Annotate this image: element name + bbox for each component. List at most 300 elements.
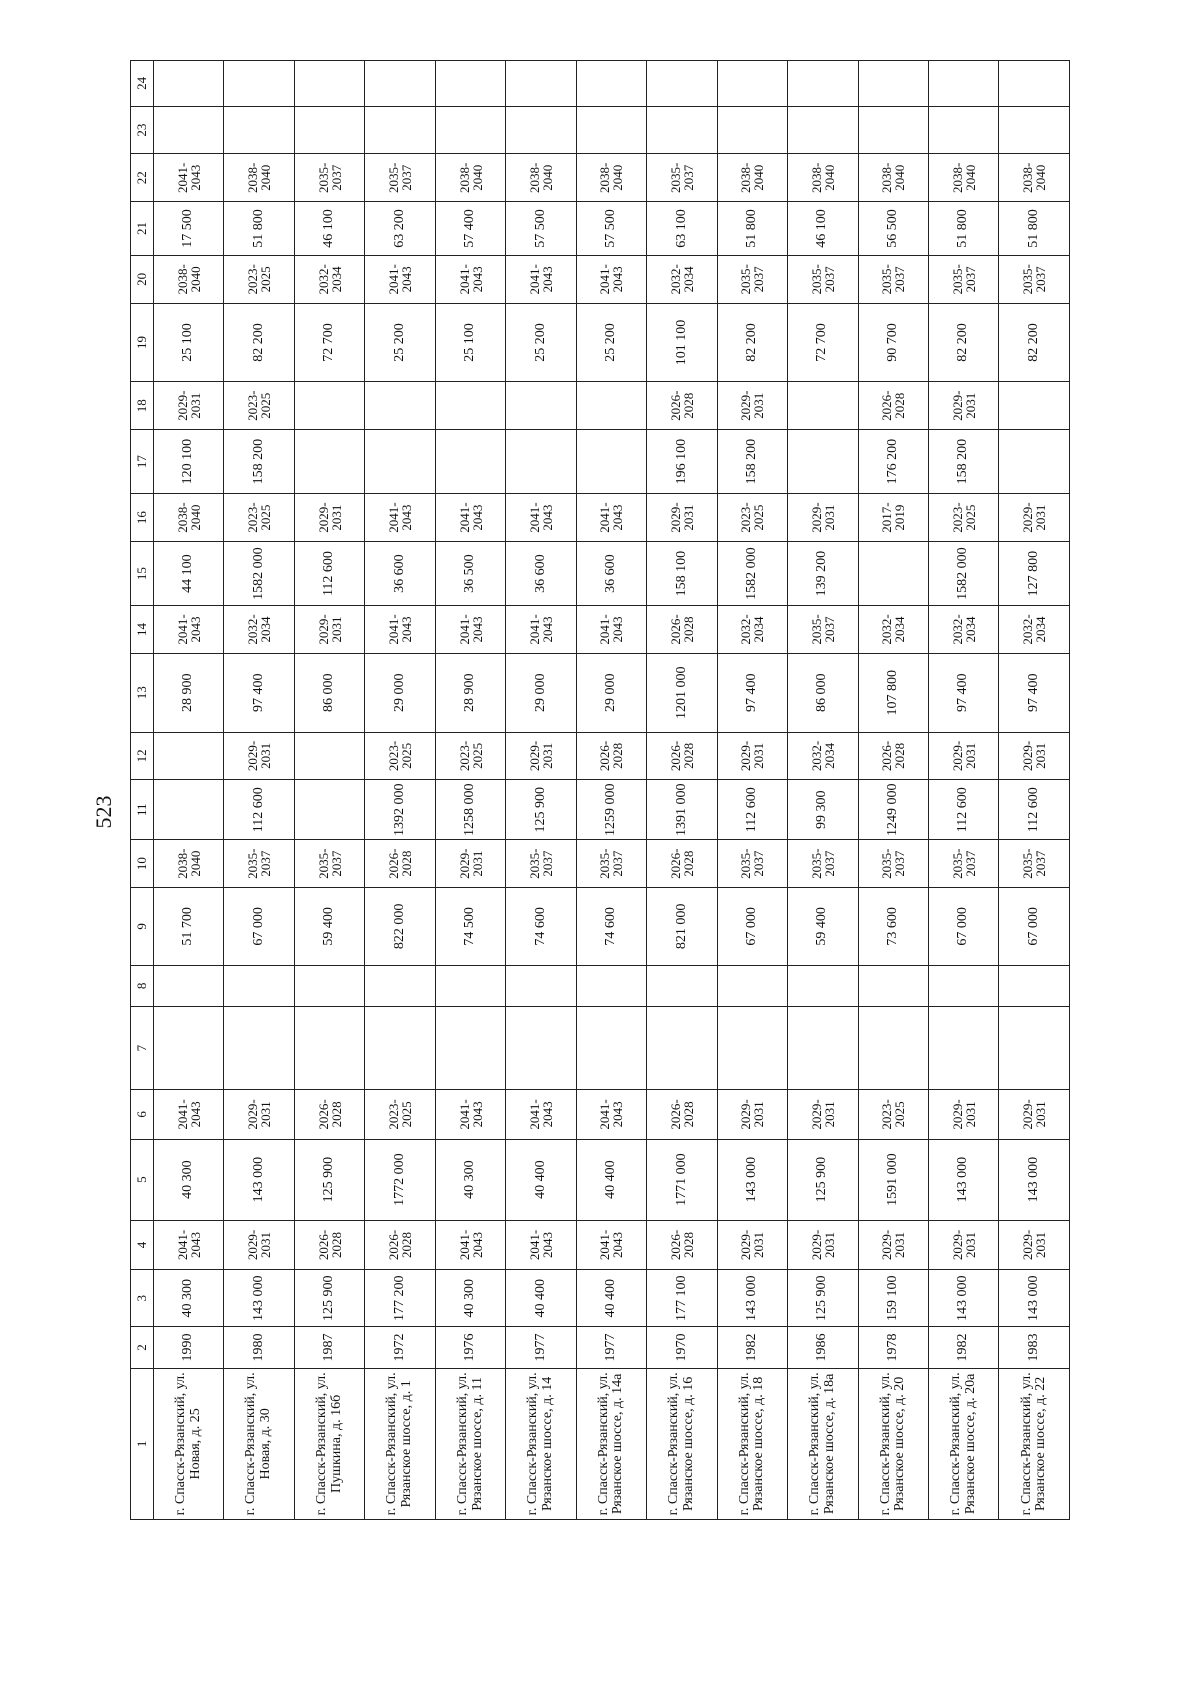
address-cell: г. Спасск-Рязанский, ул. Рязанское шоссе, д. 22 bbox=[999, 1368, 1070, 1519]
table-cell: 2023-2025 bbox=[717, 494, 787, 542]
table-cell: 2041-2043 bbox=[435, 1090, 505, 1140]
table-cell: 2035-2037 bbox=[858, 255, 928, 303]
table-cell: 158 200 bbox=[224, 430, 294, 494]
table-cell bbox=[294, 106, 364, 154]
table-cell: 2041-2043 bbox=[576, 1220, 646, 1270]
table-cell: 177 200 bbox=[365, 1270, 435, 1327]
table-cell: 2029-2031 bbox=[647, 494, 717, 542]
table-cell: 2038-2040 bbox=[154, 840, 224, 888]
table-cell: 25 200 bbox=[506, 303, 576, 382]
table-row bbox=[435, 61, 505, 1520]
table-cell: 158 200 bbox=[717, 430, 787, 494]
table-cell: 82 200 bbox=[999, 303, 1070, 382]
table-cell: 196 100 bbox=[647, 430, 717, 494]
table-cell bbox=[928, 1007, 998, 1090]
table-cell: 67 000 bbox=[717, 887, 787, 965]
table-cell: 25 100 bbox=[154, 303, 224, 382]
column-header: 4 bbox=[131, 1220, 154, 1270]
table-cell: 86 000 bbox=[788, 653, 858, 732]
table-cell: 2032-2034 bbox=[294, 255, 364, 303]
table-cell: 72 700 bbox=[294, 303, 364, 382]
table-cell: 2026-2028 bbox=[858, 382, 928, 430]
table-cell: 2035-2037 bbox=[928, 255, 998, 303]
table-cell: 107 800 bbox=[858, 653, 928, 732]
table-cell: 2041-2043 bbox=[576, 494, 646, 542]
table-cell: 74 600 bbox=[576, 887, 646, 965]
column-header: 17 bbox=[131, 430, 154, 494]
table-cell: 2041-2043 bbox=[576, 255, 646, 303]
table-cell: 2026-2028 bbox=[647, 840, 717, 888]
table-cell bbox=[365, 1007, 435, 1090]
table-cell bbox=[647, 1007, 717, 1090]
table-cell: 1982 bbox=[928, 1327, 998, 1368]
table-cell: 97 400 bbox=[999, 653, 1070, 732]
table-cell: 2032-2034 bbox=[858, 606, 928, 654]
table-row bbox=[999, 61, 1070, 1520]
table-cell: 2026-2028 bbox=[294, 1090, 364, 1140]
table-cell: 90 700 bbox=[858, 303, 928, 382]
table-cell bbox=[435, 1007, 505, 1090]
column-header: 24 bbox=[131, 61, 154, 107]
table-cell: 2032-2034 bbox=[224, 606, 294, 654]
table-cell: 1972 bbox=[365, 1327, 435, 1368]
table-cell bbox=[576, 965, 646, 1006]
address-cell: г. Спасск-Рязанский, ул. Рязанское шоссе, д. 18 bbox=[717, 1368, 787, 1519]
table-cell: 63 200 bbox=[365, 202, 435, 256]
table-cell: 2041-2043 bbox=[154, 1220, 224, 1270]
table-cell: 2023-2025 bbox=[858, 1090, 928, 1140]
table-cell: 1582 000 bbox=[928, 541, 998, 605]
table-cell: 2041-2043 bbox=[365, 494, 435, 542]
table-cell: 2017-2019 bbox=[858, 494, 928, 542]
table-cell: 1980 bbox=[224, 1327, 294, 1368]
table-cell bbox=[435, 106, 505, 154]
table-row bbox=[928, 61, 998, 1520]
table-cell: 101 100 bbox=[647, 303, 717, 382]
table-cell: 112 600 bbox=[928, 780, 998, 840]
table-cell: 2035-2037 bbox=[224, 840, 294, 888]
table-cell bbox=[506, 382, 576, 430]
table-cell: 67 000 bbox=[999, 887, 1070, 965]
table-cell: 2041-2043 bbox=[435, 494, 505, 542]
column-header: 19 bbox=[131, 303, 154, 382]
table-cell: 51 800 bbox=[717, 202, 787, 256]
table-cell: 125 900 bbox=[294, 1139, 364, 1220]
table-cell bbox=[928, 61, 998, 107]
table-cell: 2029-2031 bbox=[788, 1220, 858, 1270]
table-cell: 82 200 bbox=[717, 303, 787, 382]
table-cell: 99 300 bbox=[788, 780, 858, 840]
table-cell: 143 000 bbox=[224, 1139, 294, 1220]
table-row bbox=[576, 61, 646, 1520]
table-cell: 40 400 bbox=[576, 1139, 646, 1220]
table-cell bbox=[154, 1007, 224, 1090]
table-cell: 2026-2028 bbox=[647, 732, 717, 780]
table-cell: 139 200 bbox=[788, 541, 858, 605]
table-cell: 2035-2037 bbox=[365, 154, 435, 202]
table-cell: 2029-2031 bbox=[294, 494, 364, 542]
table-cell: 1201 000 bbox=[647, 653, 717, 732]
table-cell: 2038-2040 bbox=[154, 255, 224, 303]
table-cell: 1978 bbox=[858, 1327, 928, 1368]
table-cell: 51 800 bbox=[928, 202, 998, 256]
table-cell bbox=[294, 965, 364, 1006]
table-cell: 2035-2037 bbox=[999, 255, 1070, 303]
table-cell bbox=[365, 61, 435, 107]
table-cell bbox=[647, 965, 717, 1006]
table-cell bbox=[506, 106, 576, 154]
table-cell bbox=[999, 1007, 1070, 1090]
address-cell: г. Спасск-Рязанский, ул. Новая, д. 25 bbox=[154, 1368, 224, 1519]
table-cell: 2035-2037 bbox=[999, 840, 1070, 888]
table-cell: 112 600 bbox=[224, 780, 294, 840]
table-cell: 2032-2034 bbox=[999, 606, 1070, 654]
column-header: 7 bbox=[131, 1007, 154, 1090]
table-cell: 1982 bbox=[717, 1327, 787, 1368]
table-cell bbox=[576, 430, 646, 494]
table-cell bbox=[294, 1007, 364, 1090]
table-cell: 2029-2031 bbox=[154, 382, 224, 430]
table-row bbox=[224, 61, 294, 1520]
table-cell: 143 000 bbox=[224, 1270, 294, 1327]
table-cell: 2029-2031 bbox=[858, 1220, 928, 1270]
table-cell: 74 500 bbox=[435, 887, 505, 965]
table-cell: 2035-2037 bbox=[576, 840, 646, 888]
table-cell bbox=[365, 382, 435, 430]
table-cell: 2041-2043 bbox=[154, 154, 224, 202]
table-cell: 2026-2028 bbox=[576, 732, 646, 780]
table-cell: 1986 bbox=[788, 1327, 858, 1368]
table-cell: 40 300 bbox=[154, 1139, 224, 1220]
table-cell: 59 400 bbox=[788, 887, 858, 965]
column-header: 11 bbox=[131, 780, 154, 840]
table-cell: 36 600 bbox=[506, 541, 576, 605]
table-cell bbox=[224, 106, 294, 154]
column-header: 18 bbox=[131, 382, 154, 430]
table-row bbox=[365, 61, 435, 1520]
table-cell: 40 300 bbox=[154, 1270, 224, 1327]
table-cell: 158 200 bbox=[928, 430, 998, 494]
table-cell bbox=[858, 106, 928, 154]
table-cell: 2029-2031 bbox=[224, 1090, 294, 1140]
table-cell: 29 000 bbox=[365, 653, 435, 732]
table-cell bbox=[717, 1007, 787, 1090]
table-cell: 2029-2031 bbox=[999, 1220, 1070, 1270]
table-cell: 2035-2037 bbox=[788, 606, 858, 654]
table-cell: 73 600 bbox=[858, 887, 928, 965]
table-cell bbox=[576, 1007, 646, 1090]
table-cell bbox=[435, 430, 505, 494]
table-cell: 2026-2028 bbox=[647, 606, 717, 654]
column-header: 6 bbox=[131, 1090, 154, 1140]
table-cell: 36 600 bbox=[365, 541, 435, 605]
column-header: 8 bbox=[131, 965, 154, 1006]
table-cell bbox=[788, 382, 858, 430]
table-cell: 1772 000 bbox=[365, 1139, 435, 1220]
table-cell: 2029-2031 bbox=[224, 732, 294, 780]
table-cell: 2038-2040 bbox=[435, 154, 505, 202]
table-cell: 120 100 bbox=[154, 430, 224, 494]
table-cell bbox=[294, 430, 364, 494]
table-cell: 1990 bbox=[154, 1327, 224, 1368]
table-cell: 2029-2031 bbox=[999, 732, 1070, 780]
table-cell: 29 000 bbox=[576, 653, 646, 732]
address-cell: г. Спасск-Рязанский, ул. Рязанское шоссе, д. 20а bbox=[928, 1368, 998, 1519]
table-cell: 28 900 bbox=[435, 653, 505, 732]
table-cell: 143 000 bbox=[717, 1139, 787, 1220]
table-cell: 57 500 bbox=[506, 202, 576, 256]
table-cell: 67 000 bbox=[928, 887, 998, 965]
column-header: 3 bbox=[131, 1270, 154, 1327]
table-cell: 821 000 bbox=[647, 887, 717, 965]
table-cell bbox=[154, 61, 224, 107]
table-cell: 2032-2034 bbox=[928, 606, 998, 654]
table-cell: 2029-2031 bbox=[928, 732, 998, 780]
table-cell bbox=[576, 106, 646, 154]
table-cell bbox=[858, 965, 928, 1006]
table-cell: 127 800 bbox=[999, 541, 1070, 605]
table-cell: 125 900 bbox=[506, 780, 576, 840]
table-cell: 40 400 bbox=[506, 1139, 576, 1220]
table-cell bbox=[717, 61, 787, 107]
column-header: 21 bbox=[131, 202, 154, 256]
table-cell: 2038-2040 bbox=[788, 154, 858, 202]
column-header: 22 bbox=[131, 154, 154, 202]
table-cell: 2029-2031 bbox=[435, 840, 505, 888]
table-cell: 2041-2043 bbox=[506, 494, 576, 542]
table-cell: 2041-2043 bbox=[576, 1090, 646, 1140]
table-cell bbox=[435, 382, 505, 430]
table-cell: 28 900 bbox=[154, 653, 224, 732]
table-cell: 112 600 bbox=[294, 541, 364, 605]
address-cell: г. Спасск-Рязанский, ул. Рязанское шоссе, д. 14 bbox=[506, 1368, 576, 1519]
address-cell: г. Спасск-Рязанский, ул. Рязанское шоссе, д. 1 bbox=[365, 1368, 435, 1519]
table-row bbox=[154, 61, 224, 1520]
column-header: 9 bbox=[131, 887, 154, 965]
table-cell: 2029-2031 bbox=[788, 494, 858, 542]
table-cell: 2038-2040 bbox=[154, 494, 224, 542]
table-cell: 177 100 bbox=[647, 1270, 717, 1327]
table-cell bbox=[717, 965, 787, 1006]
table-cell: 2041-2043 bbox=[506, 606, 576, 654]
table-cell bbox=[294, 382, 364, 430]
table-cell: 1977 bbox=[576, 1327, 646, 1368]
table-cell: 36 600 bbox=[576, 541, 646, 605]
table-row bbox=[647, 61, 717, 1520]
table-cell: 2041-2043 bbox=[435, 606, 505, 654]
table-cell: 176 200 bbox=[858, 430, 928, 494]
table-cell bbox=[788, 1007, 858, 1090]
table-cell: 2029-2031 bbox=[506, 732, 576, 780]
table-row bbox=[788, 61, 858, 1520]
table-cell: 2026-2028 bbox=[647, 382, 717, 430]
table-cell: 25 200 bbox=[365, 303, 435, 382]
table-cell: 2035-2037 bbox=[858, 840, 928, 888]
table-cell: 1258 000 bbox=[435, 780, 505, 840]
table-cell: 72 700 bbox=[788, 303, 858, 382]
table-cell: 2023-2025 bbox=[224, 382, 294, 430]
table-cell bbox=[294, 780, 364, 840]
table-cell bbox=[154, 965, 224, 1006]
table-cell: 2023-2025 bbox=[928, 494, 998, 542]
table-cell: 112 600 bbox=[717, 780, 787, 840]
table-cell: 1976 bbox=[435, 1327, 505, 1368]
address-cell: г. Спасск-Рязанский, ул. Рязанское шоссе, д. 14а bbox=[576, 1368, 646, 1519]
table-cell: 82 200 bbox=[928, 303, 998, 382]
table-cell: 2029-2031 bbox=[717, 1090, 787, 1140]
table-cell: 56 500 bbox=[858, 202, 928, 256]
table-cell: 2038-2040 bbox=[928, 154, 998, 202]
table-cell: 2035-2037 bbox=[717, 255, 787, 303]
table-cell: 2026-2028 bbox=[294, 1220, 364, 1270]
table-cell bbox=[154, 106, 224, 154]
header-row bbox=[131, 61, 154, 1520]
table-cell: 2038-2040 bbox=[858, 154, 928, 202]
table-cell: 2029-2031 bbox=[294, 606, 364, 654]
address-cell: г. Спасск-Рязанский, ул. Рязанское шоссе, д. 18а bbox=[788, 1368, 858, 1519]
table-cell: 143 000 bbox=[928, 1270, 998, 1327]
table-cell: 2035-2037 bbox=[788, 840, 858, 888]
column-header: 10 bbox=[131, 840, 154, 888]
table-cell bbox=[224, 1007, 294, 1090]
column-header: 12 bbox=[131, 732, 154, 780]
table-cell: 2029-2031 bbox=[717, 1220, 787, 1270]
table-cell: 40 300 bbox=[435, 1270, 505, 1327]
table-cell: 63 100 bbox=[647, 202, 717, 256]
table-cell: 125 900 bbox=[788, 1139, 858, 1220]
table-cell: 2041-2043 bbox=[435, 1220, 505, 1270]
page-number: 523 bbox=[91, 795, 116, 829]
table-cell: 2041-2043 bbox=[154, 1090, 224, 1140]
address-cell: г. Спасск-Рязанский, ул. Рязанское шоссе, д. 20 bbox=[858, 1368, 928, 1519]
table-cell: 40 300 bbox=[435, 1139, 505, 1220]
table-cell: 1259 000 bbox=[576, 780, 646, 840]
table-cell: 2041-2043 bbox=[576, 606, 646, 654]
table-cell: 2026-2028 bbox=[858, 732, 928, 780]
table-cell: 2029-2031 bbox=[788, 1090, 858, 1140]
column-header: 16 bbox=[131, 494, 154, 542]
table-cell: 2029-2031 bbox=[224, 1220, 294, 1270]
column-header: 15 bbox=[131, 541, 154, 605]
address-cell: г. Спасск-Рязанский, ул. Рязанское шоссе, д. 11 bbox=[435, 1368, 505, 1519]
table-cell bbox=[435, 61, 505, 107]
table-cell bbox=[858, 61, 928, 107]
table-cell: 2038-2040 bbox=[224, 154, 294, 202]
table-cell bbox=[576, 382, 646, 430]
table-cell bbox=[365, 106, 435, 154]
table-cell: 2035-2037 bbox=[788, 255, 858, 303]
table-cell: 2041-2043 bbox=[506, 255, 576, 303]
address-cell: г. Спасск-Рязанский, ул. Пушкина, д. 16б bbox=[294, 1368, 364, 1519]
table-cell: 2035-2037 bbox=[647, 154, 717, 202]
table-cell bbox=[576, 61, 646, 107]
table-cell: 59 400 bbox=[294, 887, 364, 965]
table-cell: 2035-2037 bbox=[506, 840, 576, 888]
table-cell: 1249 000 bbox=[858, 780, 928, 840]
table-cell bbox=[999, 382, 1070, 430]
table-cell: 44 100 bbox=[154, 541, 224, 605]
table-cell: 82 200 bbox=[224, 303, 294, 382]
table-cell bbox=[788, 965, 858, 1006]
table-cell bbox=[224, 61, 294, 107]
table-cell: 51 800 bbox=[224, 202, 294, 256]
table-cell: 40 400 bbox=[576, 1270, 646, 1327]
column-header: 13 bbox=[131, 653, 154, 732]
table-cell bbox=[647, 106, 717, 154]
table-cell: 1582 000 bbox=[717, 541, 787, 605]
table-cell: 17 500 bbox=[154, 202, 224, 256]
table-cell bbox=[365, 965, 435, 1006]
table-cell: 1771 000 bbox=[647, 1139, 717, 1220]
table-cell: 1970 bbox=[647, 1327, 717, 1368]
table-cell: 97 400 bbox=[717, 653, 787, 732]
table-cell bbox=[858, 541, 928, 605]
table-cell: 29 000 bbox=[506, 653, 576, 732]
table-cell: 40 400 bbox=[506, 1270, 576, 1327]
table-cell: 2038-2040 bbox=[576, 154, 646, 202]
table-cell: 51 700 bbox=[154, 887, 224, 965]
table-cell: 2026-2028 bbox=[647, 1090, 717, 1140]
table-cell: 1591 000 bbox=[858, 1139, 928, 1220]
table-cell: 1391 000 bbox=[647, 780, 717, 840]
table-cell: 2035-2037 bbox=[928, 840, 998, 888]
table-cell: 2023-2025 bbox=[365, 1090, 435, 1140]
table-cell: 1582 000 bbox=[224, 541, 294, 605]
table-cell: 2029-2031 bbox=[717, 732, 787, 780]
table-cell bbox=[224, 965, 294, 1006]
table-cell: 2026-2028 bbox=[365, 840, 435, 888]
table-cell bbox=[788, 61, 858, 107]
table-cell: 158 100 bbox=[647, 541, 717, 605]
table-cell: 2041-2043 bbox=[506, 1220, 576, 1270]
table-cell: 74 600 bbox=[506, 887, 576, 965]
table-cell: 57 400 bbox=[435, 202, 505, 256]
table-cell: 112 600 bbox=[999, 780, 1070, 840]
table-cell bbox=[365, 430, 435, 494]
table-cell: 25 200 bbox=[576, 303, 646, 382]
table-cell bbox=[928, 965, 998, 1006]
table-cell: 86 000 bbox=[294, 653, 364, 732]
address-cell: г. Спасск-Рязанский, ул. Рязанское шоссе, д. 16 bbox=[647, 1368, 717, 1519]
table-cell bbox=[294, 732, 364, 780]
table-cell bbox=[154, 732, 224, 780]
column-header: 14 bbox=[131, 606, 154, 654]
table-cell: 2029-2031 bbox=[999, 1090, 1070, 1140]
table-cell: 67 000 bbox=[224, 887, 294, 965]
table-cell: 2041-2043 bbox=[506, 1090, 576, 1140]
table-cell: 2029-2031 bbox=[999, 494, 1070, 542]
table-cell: 1392 000 bbox=[365, 780, 435, 840]
table-cell: 2029-2031 bbox=[928, 1220, 998, 1270]
table-cell: 2029-2031 bbox=[928, 382, 998, 430]
table-cell: 2038-2040 bbox=[506, 154, 576, 202]
table-cell: 143 000 bbox=[999, 1139, 1070, 1220]
table-cell: 2035-2037 bbox=[294, 154, 364, 202]
column-header: 1 bbox=[131, 1368, 154, 1519]
table-cell bbox=[506, 61, 576, 107]
table-cell: 125 900 bbox=[788, 1270, 858, 1327]
table-cell bbox=[154, 780, 224, 840]
rotated-table-container bbox=[130, 60, 1070, 1520]
table-cell: 2041-2043 bbox=[365, 606, 435, 654]
column-header: 2 bbox=[131, 1327, 154, 1368]
table-cell bbox=[928, 106, 998, 154]
table-cell: 1977 bbox=[506, 1327, 576, 1368]
table-cell: 2029-2031 bbox=[717, 382, 787, 430]
table-cell bbox=[717, 106, 787, 154]
table-body bbox=[154, 61, 1070, 1520]
table-cell bbox=[999, 106, 1070, 154]
